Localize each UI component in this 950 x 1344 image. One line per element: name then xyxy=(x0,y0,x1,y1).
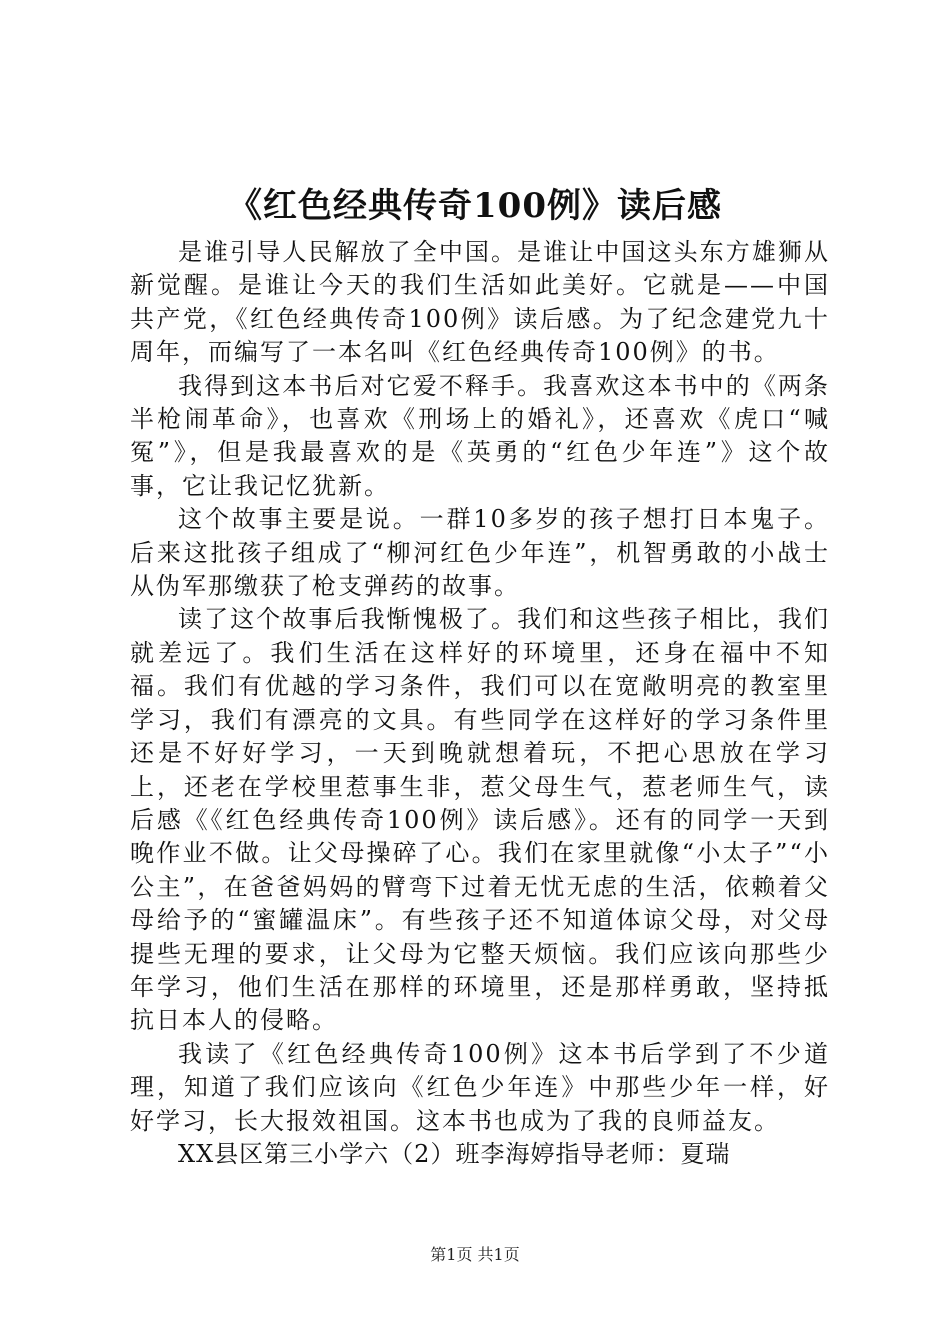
paragraph-2: 我得到这本书后对它爱不释手。我喜欢这本书中的《两条半枪闹革命》，也喜欢《刑场上的婚礼》，还喜欢《虎口“喊冤”》，但是我最喜欢的是《英勇的“红色少年连”》这个故事，它让我记忆犹新。 xyxy=(130,371,830,500)
author-signature: XX县区第三小学六（2）班李海婷指导老师：夏瑞 xyxy=(178,1139,731,1168)
document-title: 《红色经典传奇100例》读后感 xyxy=(228,186,722,226)
paragraph-3: 这个故事主要是说。一群10多岁的孩子想打日本鬼子。后来这批孩子组成了“柳河红色少年连”，机智勇敢的小战士从伪军那缴获了枪支弹药的故事。 xyxy=(130,505,830,601)
page-footer: 第1页 共1页 xyxy=(430,1245,520,1264)
paragraph-5: 我读了《红色经典传奇100例》这本书后学到了不少道理，知道了我们应该向《红色少年连》中那些少年一样，好好学习，长大报效祖国。这本书也成为了我的良师益友。 xyxy=(130,1039,830,1135)
paragraph-4: 读了这个故事后我惭愧极了。我们和这些孩子相比，我们就差远了。我们生活在这样好的环境里，还身在福中不知福。我们有优越的学习条件，我们可以在宽敞明亮的教室里学习，我们有漂亮的文具。有些同学在这样好的学习条件里还是不好好学习，一天到晚就想着玩，不把心思放在学习上，还老在学校里惹事生非，惹父母生气，惹老师生气，读后感《《红色经典传奇100例》读后感》。还有的同学一天到晚作业不做。让父母操碎了心。我们在家里就像“小太子”“小公主”，在爸爸妈妈的臂弯下过着无忧无虑的生活，依赖着父母给予的“蜜罐温床”。有些孩子还不知道体谅父母，对父母提些无理的要求，让父母为它整天烦恼。我们应该向那些少年学习，他们生活在那样的环境里，还是那样勇敢，坚持抵抗日本人的侵略。 xyxy=(130,605,830,1035)
document-body xyxy=(130,236,830,1171)
paragraph-1: 是谁引导人民解放了全中国。是谁让中国这头东方雄狮从新觉醒。是谁让今天的我们生活如此美好。它就是——中国共产党，《红色经典传奇100例》读后感。为了纪念建党九十周年，而编写了一本名叫《红色经典传奇100例》的书。 xyxy=(130,238,830,367)
